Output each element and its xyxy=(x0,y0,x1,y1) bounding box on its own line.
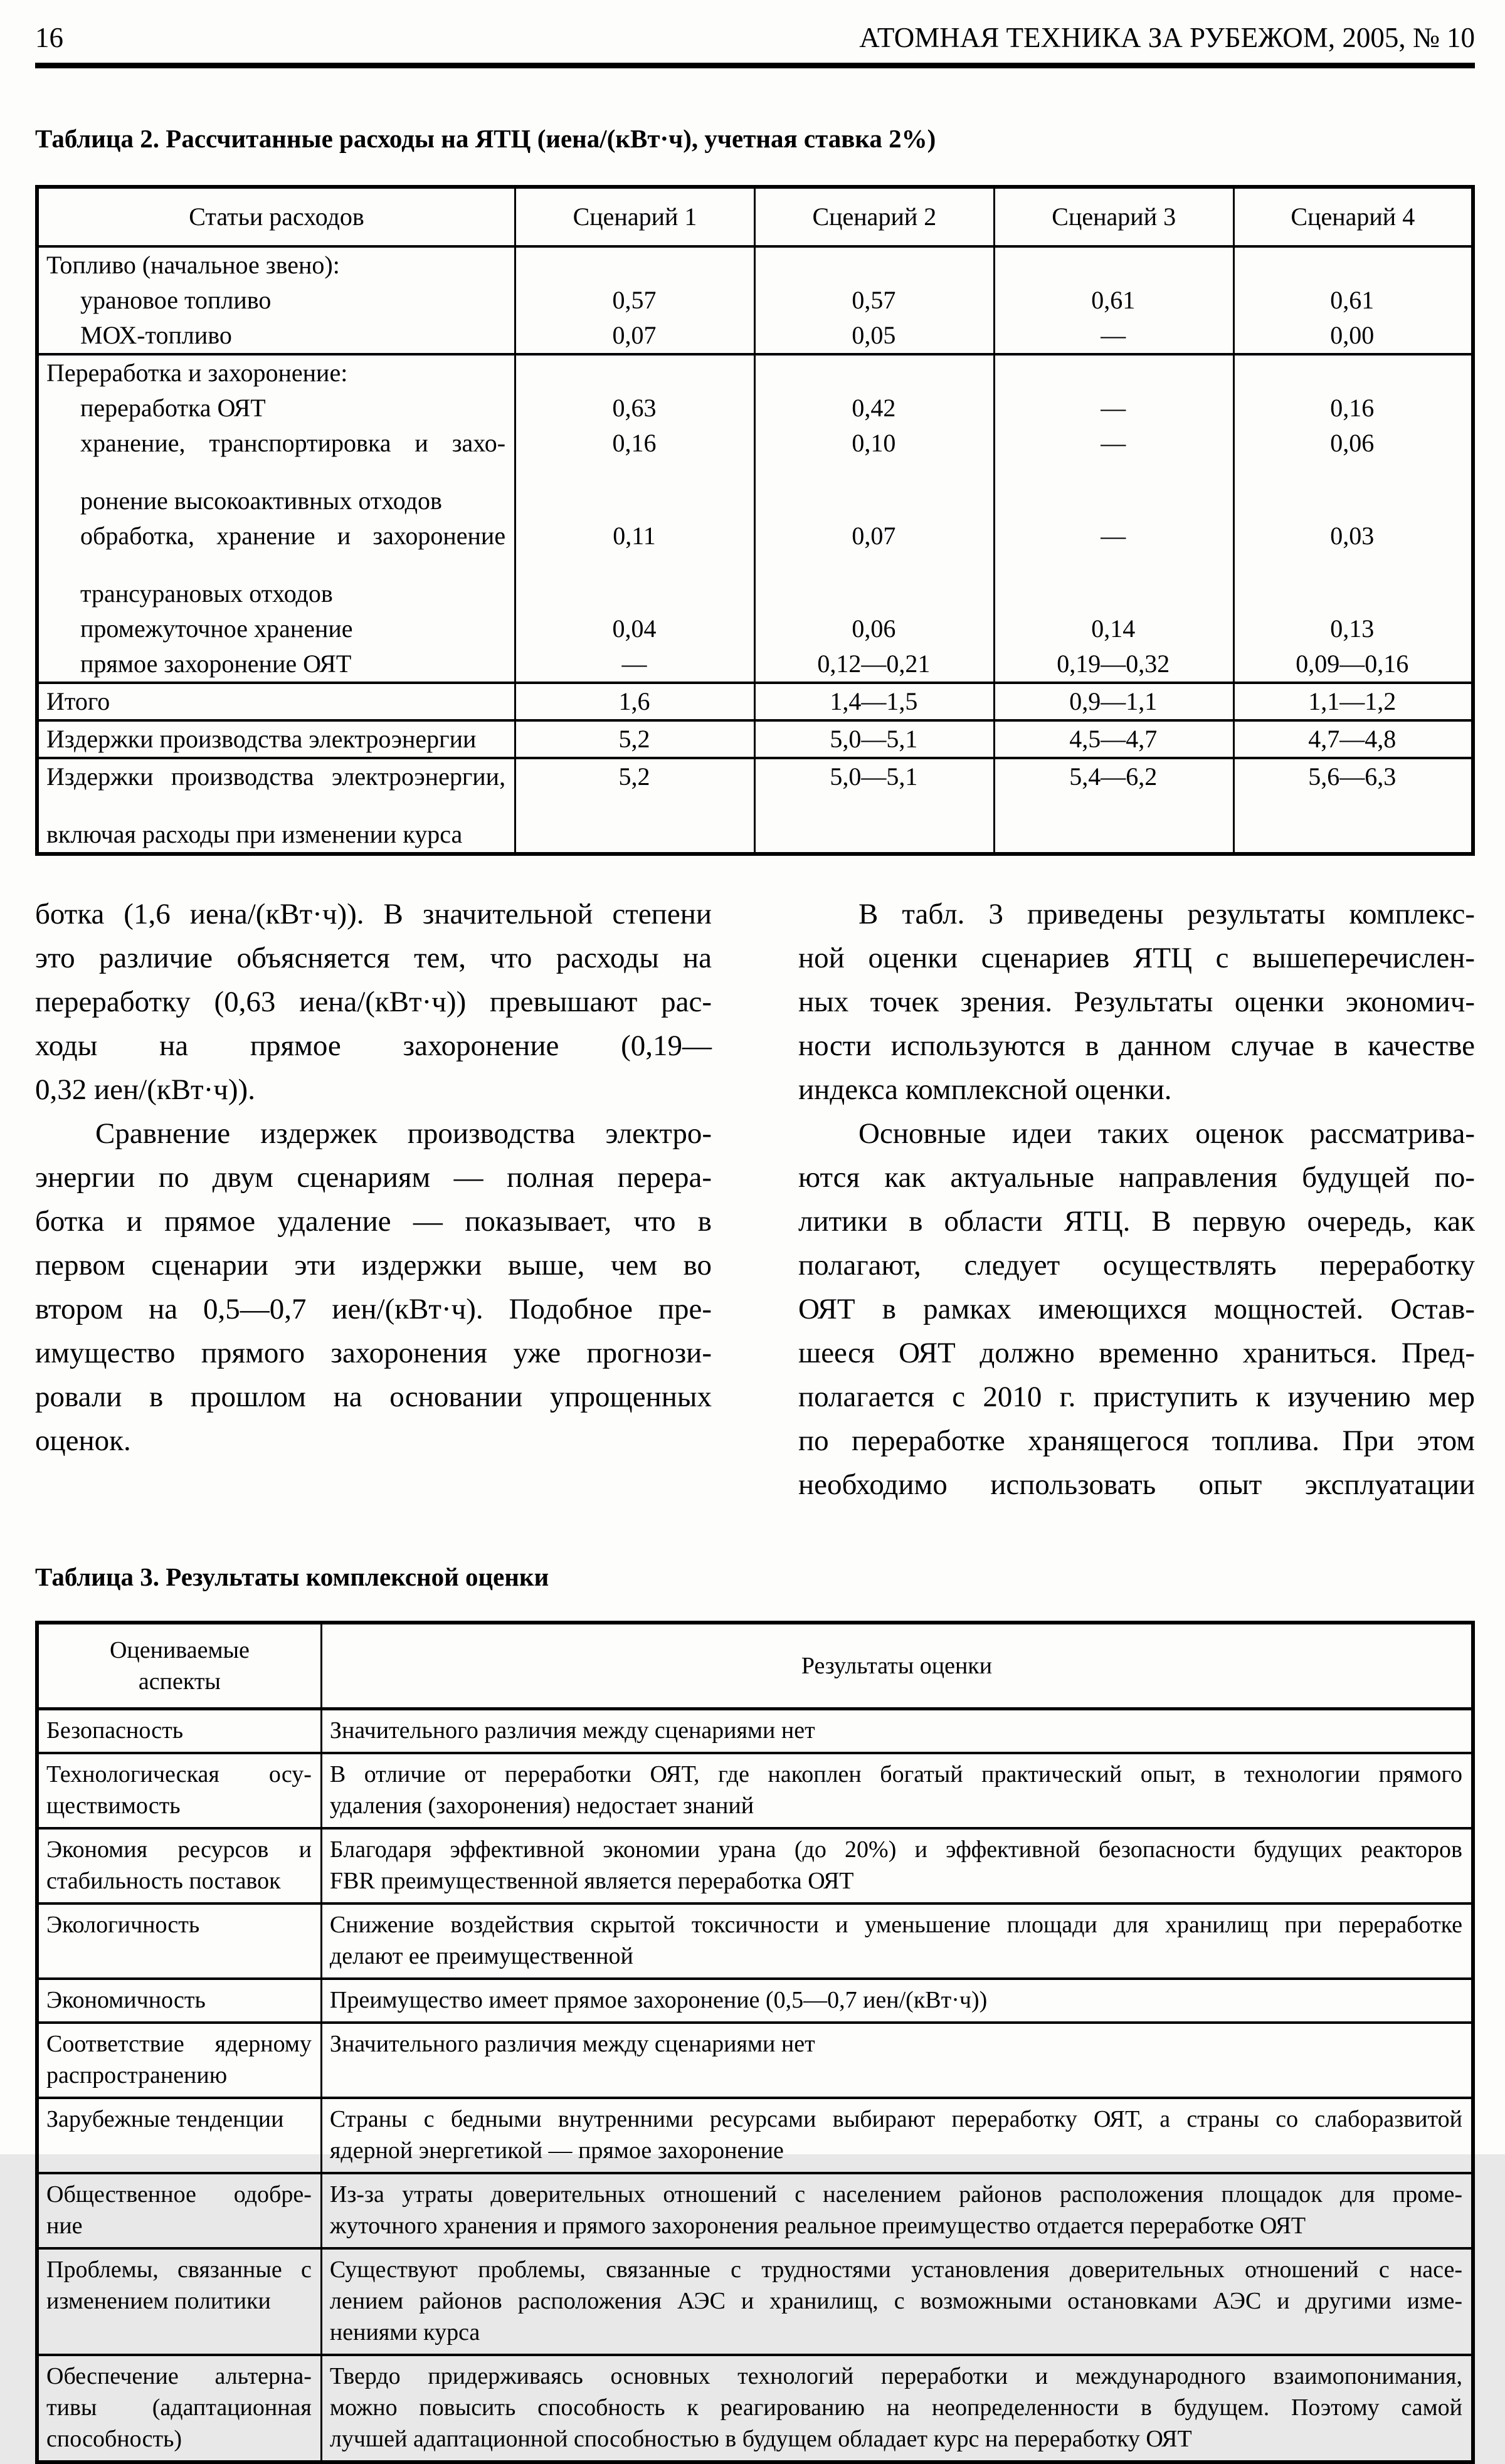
text-line: это различие объясняется тем, что расходы на xyxy=(35,942,712,974)
text-line: переработка ОЯТ xyxy=(80,394,266,422)
text-line: Общественное одобре- xyxy=(46,2181,312,2208)
table3-result-cell xyxy=(321,1903,1473,1979)
table3-result-cell xyxy=(321,1753,1473,1828)
table3-header-row xyxy=(37,1623,1473,1709)
table2-value-cell: — xyxy=(994,519,1233,611)
text-line: ются как актуальные направления будущей по- xyxy=(798,1161,1475,1194)
text-line: полагается с 2010 г. приступить к изучению мер xyxy=(798,1381,1475,1413)
text-line: включая расходы при изменении курса xyxy=(46,820,463,848)
table3-aspect-cell xyxy=(37,1903,321,1979)
table2-value-cell: 0,14 xyxy=(994,611,1233,646)
table2-value-cell: 1,1—1,2 xyxy=(1233,683,1473,720)
table2-label-cell xyxy=(37,683,515,720)
text-line: Технологическая осу- xyxy=(46,1761,312,1787)
text-line: Существуют проблемы, связанные с трудностями установления доверительных отношений с насе- xyxy=(329,2256,1462,2283)
table3-aspect-cell xyxy=(37,1979,321,2023)
table3-caption: Таблица 3. Результаты комплексной оценки xyxy=(35,1562,549,1591)
table2-label-cell xyxy=(37,519,515,611)
text-line: Проблемы, связанные с xyxy=(46,2256,312,2283)
table2-body xyxy=(37,246,1473,854)
table2-value-cell: 0,19—0,32 xyxy=(994,646,1233,683)
text-line: ронение высокоактивных отходов xyxy=(80,487,442,515)
table2-row xyxy=(37,354,1473,391)
text-line: промежуточное хранение xyxy=(80,614,353,643)
table3-row xyxy=(37,1903,1473,1979)
table2-col-header: Сценарий 4 xyxy=(1233,187,1473,246)
table2-row xyxy=(37,611,1473,646)
table2-label-cell xyxy=(37,720,515,758)
table3-result-header: Результаты оценки xyxy=(321,1623,1473,1709)
table3-row xyxy=(37,2173,1473,2248)
table2-value-cell: 5,2 xyxy=(515,758,755,854)
text-line: Страны с бедными внутренними ресурсами выбирают переработку ОЯТ, а страны со слаборазвитой xyxy=(329,2106,1462,2132)
table2-value-cell: 0,03 xyxy=(1233,519,1473,611)
text-line: Твердо придерживаясь основных технологий переработки и международного взаимопонимания, xyxy=(329,2363,1462,2389)
text-line: можно повысить способность к реагированию на неопределенности в будущем. Поэтому самой xyxy=(329,2394,1462,2421)
table3-aspect-header xyxy=(37,1623,321,1709)
table2-value-cell: 0,12—0,21 xyxy=(754,646,994,683)
text-line: Топливо (начальное звено): xyxy=(46,251,340,279)
text-line: делают ее преимущественной xyxy=(329,1943,633,1969)
table3-aspect-cell xyxy=(37,2098,321,2173)
paragraph xyxy=(35,1112,712,1463)
table2-value-cell: 0,13 xyxy=(1233,611,1473,646)
text-line: Из-за утраты доверительных отношений с населением районов расположения площадок для проме- xyxy=(329,2181,1462,2208)
table2-value-cell xyxy=(994,354,1233,391)
text-line: оценок. xyxy=(35,1424,131,1457)
table2-value-cell xyxy=(1233,246,1473,283)
table2-col-header: Сценарий 1 xyxy=(515,187,755,246)
table2-value-cell xyxy=(515,354,755,391)
table2-value-cell: — xyxy=(515,646,755,683)
text-line: индекса комплексной оценки. xyxy=(798,1073,1172,1106)
text-line: Оцениваемые xyxy=(109,1637,250,1663)
text-line: стабильность поставок xyxy=(46,1868,281,1894)
text-line: Экономия ресурсов и xyxy=(46,1836,312,1863)
header-rule xyxy=(35,63,1475,68)
table2-row xyxy=(37,683,1473,720)
table3-row xyxy=(37,1979,1473,2023)
text-line: Обеспечение альтерна- xyxy=(46,2363,312,2389)
table2-header-row xyxy=(37,187,1473,246)
table3-result-cell xyxy=(321,2248,1473,2355)
table3-complex-evaluation xyxy=(35,1621,1475,2464)
table3-aspect-cell xyxy=(37,2173,321,2248)
table2-value-cell: 0,05 xyxy=(754,318,994,354)
text-line: В отличие от переработки ОЯТ, где накоплен богатый практический опыт, в технологии прямого xyxy=(329,1761,1462,1787)
table3-result-cell xyxy=(321,2023,1473,2098)
table2-value-cell: 5,2 xyxy=(515,720,755,758)
paragraph xyxy=(35,892,712,1112)
table2-value-cell: — xyxy=(994,391,1233,426)
text-line: Безопасность xyxy=(46,1717,184,1744)
table3-aspect-cell xyxy=(37,1828,321,1903)
text-line: Основные идеи таких оценок рассматрива- xyxy=(858,1117,1475,1150)
table2-value-cell xyxy=(754,246,994,283)
text-line: переработку (0,63 иена/(кВт·ч)) превышают рас- xyxy=(35,986,712,1018)
table2-row xyxy=(37,646,1473,683)
text-line: аспекты xyxy=(138,1668,221,1695)
table2-value-cell: 0,16 xyxy=(515,426,755,519)
table3-row xyxy=(37,1709,1473,1754)
text-line: ной оценки сценариев ЯТЦ с вышеперечислен- xyxy=(798,942,1475,974)
table2-row xyxy=(37,758,1473,854)
text-line: изменением политики xyxy=(46,2288,271,2314)
table2-label-cell xyxy=(37,646,515,683)
text-line: шееся ОЯТ должно временно храниться. Пред- xyxy=(798,1337,1475,1369)
text-line: Значительного различия между сценариями нет xyxy=(329,2031,815,2057)
text-line: МОХ-топливо xyxy=(80,321,232,349)
text-line: тивы (адаптационная xyxy=(46,2394,312,2421)
table2-value-cell: 1,6 xyxy=(515,683,755,720)
table3-result-cell xyxy=(321,2355,1473,2462)
text-line: Снижение воздействия скрытой токсичности и уменьшение площади для хранилищ при переработке xyxy=(329,1912,1462,1938)
text-line: лением районов расположения АЭС и хранилищ, с возможными остановками АЭС и другими изме- xyxy=(329,2288,1462,2314)
table2-value-cell: 0,42 xyxy=(754,391,994,426)
text-line: нениями курса xyxy=(329,2319,480,2346)
text-line: урановое топливо xyxy=(80,286,272,314)
text-line: первом сценарии эти издержки выше, чем во xyxy=(35,1249,712,1282)
text-line: 0,32 иен/(кВт·ч)). xyxy=(35,1073,255,1106)
table2-value-cell: 1,4—1,5 xyxy=(754,683,994,720)
table2-value-cell: 4,7—4,8 xyxy=(1233,720,1473,758)
text-line: Благодаря эффективной экономии урана (до 20%) и эффективной безопасности будущих реакторов xyxy=(329,1836,1462,1863)
text-line: Экономичность xyxy=(46,1987,206,2013)
table2-label-cell xyxy=(37,283,515,318)
text-line: ядерной энергетикой — прямое захоронение xyxy=(329,2137,784,2164)
journal-title: АТОМНАЯ ТЕХНИКА ЗА РУБЕЖОМ, 2005, № 10 xyxy=(859,22,1475,53)
paragraph xyxy=(798,1112,1475,1507)
table2-col-header: Сценарий 3 xyxy=(994,187,1233,246)
text-line: прямое захоронение ОЯТ xyxy=(80,650,352,678)
table2-value-cell: — xyxy=(994,426,1233,519)
table3-row xyxy=(37,2098,1473,2173)
text-line: втором на 0,5—0,7 иен/(кВт·ч). Подобное пре- xyxy=(35,1293,712,1325)
table3-row xyxy=(37,2355,1473,2462)
table2-label-cell xyxy=(37,246,515,283)
table2-fuel-cycle-costs xyxy=(35,185,1475,856)
table3-aspect-cell xyxy=(37,2023,321,2098)
body-right-column xyxy=(798,892,1475,1507)
text-line: ботка (1,6 иена/(кВт·ч)). В значительной степени xyxy=(35,898,712,930)
text-line: литики в области ЯТЦ. В первую очередь, как xyxy=(798,1205,1475,1238)
table3-row xyxy=(37,2023,1473,2098)
table3-result-cell xyxy=(321,1979,1473,2023)
text-line: жуточного хранения и прямого захоронения реальное преимущество отдается переработке ОЯТ xyxy=(329,2213,1306,2239)
body-left-column xyxy=(35,892,712,1507)
text-line: Переработка и захоронение: xyxy=(46,359,348,387)
text-line: ботка и прямое удаление — показывает, что в xyxy=(35,1205,712,1238)
table2-value-cell xyxy=(754,354,994,391)
table2-label-cell xyxy=(37,426,515,519)
table2-label-cell xyxy=(37,611,515,646)
running-head xyxy=(35,21,1475,54)
text-line: Значительного различия между сценариями нет xyxy=(329,1717,815,1744)
table2-value-cell: 5,0—5,1 xyxy=(754,720,994,758)
paragraph xyxy=(798,892,1475,1112)
text-line: ности используются в данном случае в качестве xyxy=(798,1029,1475,1062)
text-line: FBR преимущественной является переработка ОЯТ xyxy=(329,1868,854,1894)
text-line: ровали в прошлом на основании упрощенных xyxy=(35,1381,712,1413)
table3-aspect-cell xyxy=(37,1753,321,1828)
text-line: необходимо использовать опыт эксплуатации xyxy=(798,1468,1475,1501)
text-line: ОЯТ в рамках имеющихся мощностей. Остав- xyxy=(798,1293,1475,1325)
text-line: Сравнение издержек производства электро- xyxy=(95,1117,712,1150)
table3-row xyxy=(37,1753,1473,1828)
text-line: В табл. 3 приведены результаты комплекс- xyxy=(858,898,1475,930)
table3-result-cell xyxy=(321,1828,1473,1903)
table2-value-cell: 0,63 xyxy=(515,391,755,426)
text-line: лучшей адаптационной способностью в будущем обладает курс на переработку ОЯТ xyxy=(329,2426,1192,2452)
table2-value-cell xyxy=(515,246,755,283)
table2-value-cell: 0,10 xyxy=(754,426,994,519)
table2-value-cell: 0,07 xyxy=(754,519,994,611)
table2-caption: Таблица 2. Рассчитанные расходы на ЯТЦ (иена/(кВт·ч), учетная ставка 2%) xyxy=(35,124,936,153)
table3-body xyxy=(37,1709,1473,2463)
page-number: 16 xyxy=(35,22,63,53)
text-line: хранение, транспортировка и захо- xyxy=(80,429,506,457)
table2-value-cell: 0,06 xyxy=(754,611,994,646)
table2-col-header: Сценарий 2 xyxy=(754,187,994,246)
table2-value-cell: 0,57 xyxy=(515,283,755,318)
text-line: Зарубежные тенденции xyxy=(46,2106,284,2132)
text-line: ществимость xyxy=(46,1793,181,1819)
table3-row xyxy=(37,1828,1473,1903)
text-line: Экологичность xyxy=(46,1912,200,1938)
table2-value-cell: 0,00 xyxy=(1233,318,1473,354)
table2-value-cell: 0,57 xyxy=(754,283,994,318)
table3-aspect-cell xyxy=(37,2355,321,2462)
table2-value-cell: 0,09—0,16 xyxy=(1233,646,1473,683)
text-line: полагают, следует осуществлять переработку xyxy=(798,1249,1475,1282)
text-line: по переработке хранящегося топлива. При этом xyxy=(798,1424,1475,1457)
text-line: Итого xyxy=(46,687,110,715)
text-line: Издержки производства электроэнергии xyxy=(46,725,477,753)
table3-result-cell xyxy=(321,2173,1473,2248)
table2-row xyxy=(37,519,1473,611)
text-line: удаления (захоронения) недостает знаний xyxy=(329,1793,754,1819)
table3-aspect-cell xyxy=(37,1709,321,1754)
table2-value-cell: — xyxy=(994,318,1233,354)
table2-value-cell: 5,4—6,2 xyxy=(994,758,1233,854)
table2-value-cell: 0,06 xyxy=(1233,426,1473,519)
text-line: распространению xyxy=(46,2062,228,2088)
table2-value-cell: 4,5—4,7 xyxy=(994,720,1233,758)
text-line: способность) xyxy=(46,2426,182,2452)
text-line: имущество прямого захоронения уже прогнози- xyxy=(35,1337,712,1369)
table2-value-cell: 0,04 xyxy=(515,611,755,646)
table2-value-cell: 5,6—6,3 xyxy=(1233,758,1473,854)
table2-value-cell: 0,16 xyxy=(1233,391,1473,426)
table2-label-cell xyxy=(37,318,515,354)
table2-row xyxy=(37,318,1473,354)
body-text xyxy=(35,892,1475,1507)
text-line: ных точек зрения. Результаты оценки экономич- xyxy=(798,986,1475,1018)
table3-aspect-cell xyxy=(37,2248,321,2355)
text-line: обработка, хранение и захоронение xyxy=(80,522,506,550)
table2-label-cell xyxy=(37,758,515,854)
table2-row xyxy=(37,246,1473,283)
table2-value-cell: 0,07 xyxy=(515,318,755,354)
table2-label-cell xyxy=(37,354,515,391)
table3-result-cell xyxy=(321,2098,1473,2173)
table3-row xyxy=(37,2248,1473,2355)
table2-value-cell: 5,0—5,1 xyxy=(754,758,994,854)
table2-row xyxy=(37,283,1473,318)
table2-row xyxy=(37,391,1473,426)
table2-value-cell xyxy=(994,246,1233,283)
table2-row xyxy=(37,426,1473,519)
text-line: Издержки производства электроэнергии, xyxy=(46,762,506,791)
table2-col-header: Статьи расходов xyxy=(37,187,515,246)
text-line: ходы на прямое захоронение (0,19— xyxy=(35,1029,712,1062)
text-line: Преимущество имеет прямое захоронение (0,5—0,7 иен/(кВт·ч)) xyxy=(329,1987,988,2013)
text-line: ние xyxy=(46,2213,83,2239)
text-line: энергии по двум сценариям — полная перера- xyxy=(35,1161,712,1194)
table2-value-cell: 0,9—1,1 xyxy=(994,683,1233,720)
table2-label-cell xyxy=(37,391,515,426)
table2-row xyxy=(37,720,1473,758)
table2-value-cell xyxy=(1233,354,1473,391)
table2-value-cell: 0,61 xyxy=(994,283,1233,318)
text-line: Соответствие ядерному xyxy=(46,2031,312,2057)
table2-value-cell: 0,61 xyxy=(1233,283,1473,318)
table3-result-cell xyxy=(321,1709,1473,1754)
table2-value-cell: 0,11 xyxy=(515,519,755,611)
text-line: трансурановых отходов xyxy=(80,579,333,608)
